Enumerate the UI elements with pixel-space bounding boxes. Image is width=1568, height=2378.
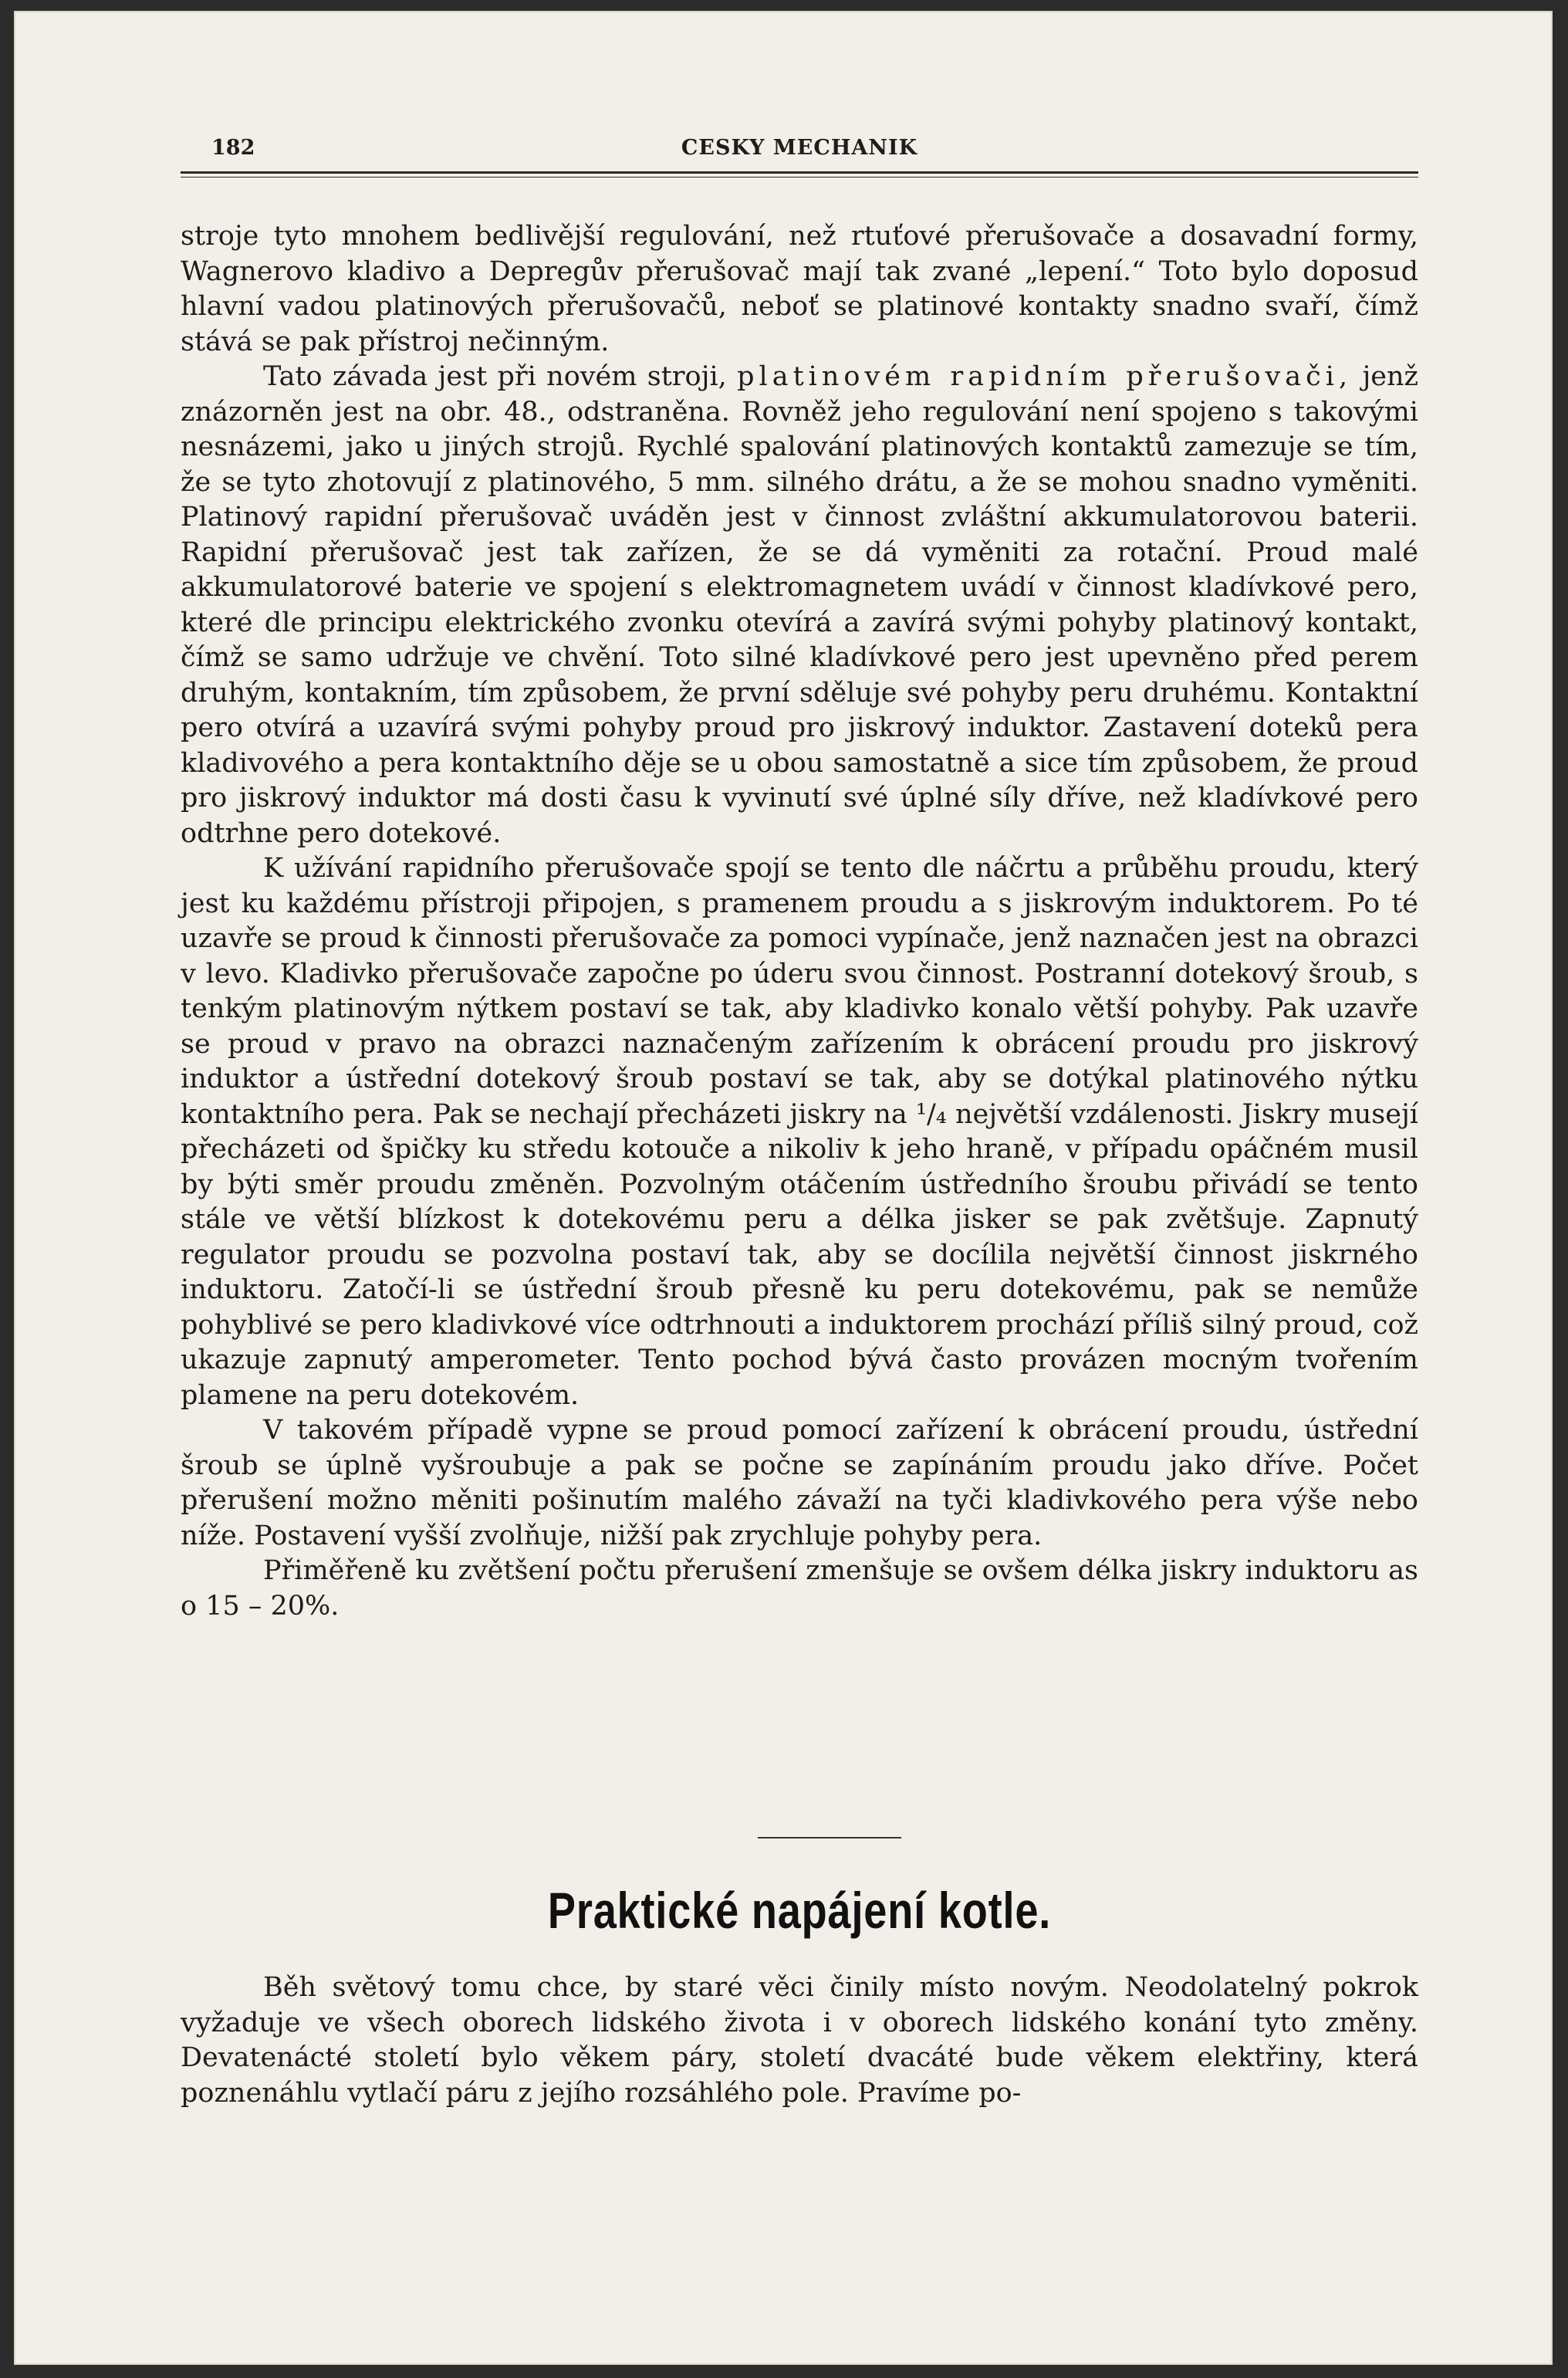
paragraph-2-rest: jenž znázorněn jest na obr. 48., odstraněna. Rovněž jeho regulování není spojeno s takovými nesnázemi, jako u jiných strojů. Rychlé spalování platinových kontaktů zamezuje se tím, že se tyto zhotovují z platinového, 5 mm. silného drátu, a že se mohou snadno vyměniti. Platinový rapidní přerušovač uváděn jest v činnost zvláštní akkumulatorovou baterii. Rapidní přerušovač jest tak zařízen, že se dá vyměniti za rotační. Proud malé akkumulatorové baterie ve spojení s elektromagnetem uvádí v činnost kladívkové pero, které dle principu elektrického zvonku otevírá a zavírá svými pohyby platinový kontakt, čímž se samo udržuje ve chvění. Toto silné kladívkové pero jest upevněno před perem druhým, kontakním, tím způsobem, že první sděluje své pohyby peru druhému. Kontaktní pero otvírá a uzavírá svými pohyby proud pro jiskrový induktor. Zastavení doteků pera kladivového a pera kontaktního děje se u obou samostatně a sice tím způsobem, že proud pro jiskrový induktor má dosti času k vyvinutí své úplné síly dříve, než kladívkové pero odtrhne pero dotekové.: [181, 361, 1418, 849]
article-title: Praktické napájení kotle.: [547, 1882, 1052, 1939]
emphasized-term: platinovém rapidním přerušovači,: [737, 361, 1353, 392]
paragraph-3: [181, 851, 1418, 1413]
paragraph-2: [181, 360, 1418, 851]
page-number: 182: [211, 136, 255, 160]
article2-paragraph: Běh světový tomu chce, by staré věci činily místo novým. Neodolatelný pokrok vyžaduje ve všech oborech lidského života i v oborech lidského konání tyto změny. Devatenácté století bylo věkem páry, století dvacáté bude věkem elektřiny, která poznenáhlu vytlačí páru z jejího rozsáhlého pole. Pravíme po-: [181, 1972, 1418, 2109]
article-body: [181, 219, 1418, 1624]
header-rule-thin: [181, 177, 1418, 178]
paragraph-2-lead: Tato závada jest při novém stroji,: [263, 361, 727, 392]
paragraph-5: Přiměřeně ku zvětšení počtu přerušení zmenšuje se ovšem délka jiskry induktoru as o 15 – 20%.: [181, 1555, 1418, 1622]
paragraph-4: V takovém případě vypne se proud pomocí zařízení k obrácení proudu, ústřední šroub se úplně vyšroubuje a pak se počne se zapínáním proudu jako dříve. Počet přerušení možno měniti pošinutím malého závaží na tyči kladivkového pera výše nebo níže. Postavení vyšší zvolňuje, nižší pak zrychluje pohyby pera.: [181, 1415, 1418, 1551]
page-header: [181, 136, 1418, 167]
paragraph-3-part-a: K užívání rapidního přerušovače spojí se tento dle náčrtu a průběhu proudu, který jest ku každému přístroji připojen, s pramenem proudu a s jiskrovým induktorem. Po té uzavře se proud k činnosti přerušovače za pomoci vypínače, jenž naznačen jest na obrazci v levo. Kladivko přerušovače započne po úderu svou činnost. Postranní dotekový šroub, s tenkým platinovým nýtkem postaví se tak, aby kladivko konalo větší pohyby. Pak uzavře se proud v pravo na obrazci naznačeným zařízením k obrácení proudu pro jiskrový induktor a ústřední dotekový šroub postaví se tak, aby se dotýkal platinového nýtku kontaktního pera. Pak se nechají přecházeti jiskry na: [181, 853, 1418, 1130]
running-title: CESKY MECHANIK: [681, 136, 918, 160]
paragraph-1: stroje tyto mnohem bedlivější regulování, než rtuťové přerušovače a dosavadní formy, Wagnerovo kladivo a Depregův přerušovač mají tak zvané „lepení.“ Toto bylo doposud hlavní vadou platinových přerušovačů, neboť se platinové kontakty snadno svaří, čímž stává se pak přístroj nečinným.: [181, 221, 1418, 357]
paragraph-3-part-b: největší vzdálenosti. Jiskry musejí přecházeti od špičky ku středu kotouče a nikoliv k jeho hraně, v případu opáčném musil by býti směr proudu změněn. Pozvolným otáčením ústředního šroubu přivádí se tento stále ve větší blízkost k dotekovému peru a délka jisker se pak zvětšuje. Zapnutý regulator proudu se pozvolna postaví tak, aby se docílila největší činnost jiskrného induktoru. Zatočí-li se ústřední šroub přesně ku peru dotekovému, pak se nemůže pohyblivé se pero kladivkové více odtrhnouti a induktorem prochází příliš silný proud, což ukazuje zapnutý amperometer. Tento pochod bývá často provázen mocným tvořením plamene na peru dotekovém.: [181, 1098, 1418, 1411]
section-separator: [758, 1837, 901, 1838]
header-rule-thick: [181, 171, 1418, 174]
fraction-quarter: ¹/₄: [915, 1098, 947, 1130]
article2-body: [181, 1970, 1418, 2111]
